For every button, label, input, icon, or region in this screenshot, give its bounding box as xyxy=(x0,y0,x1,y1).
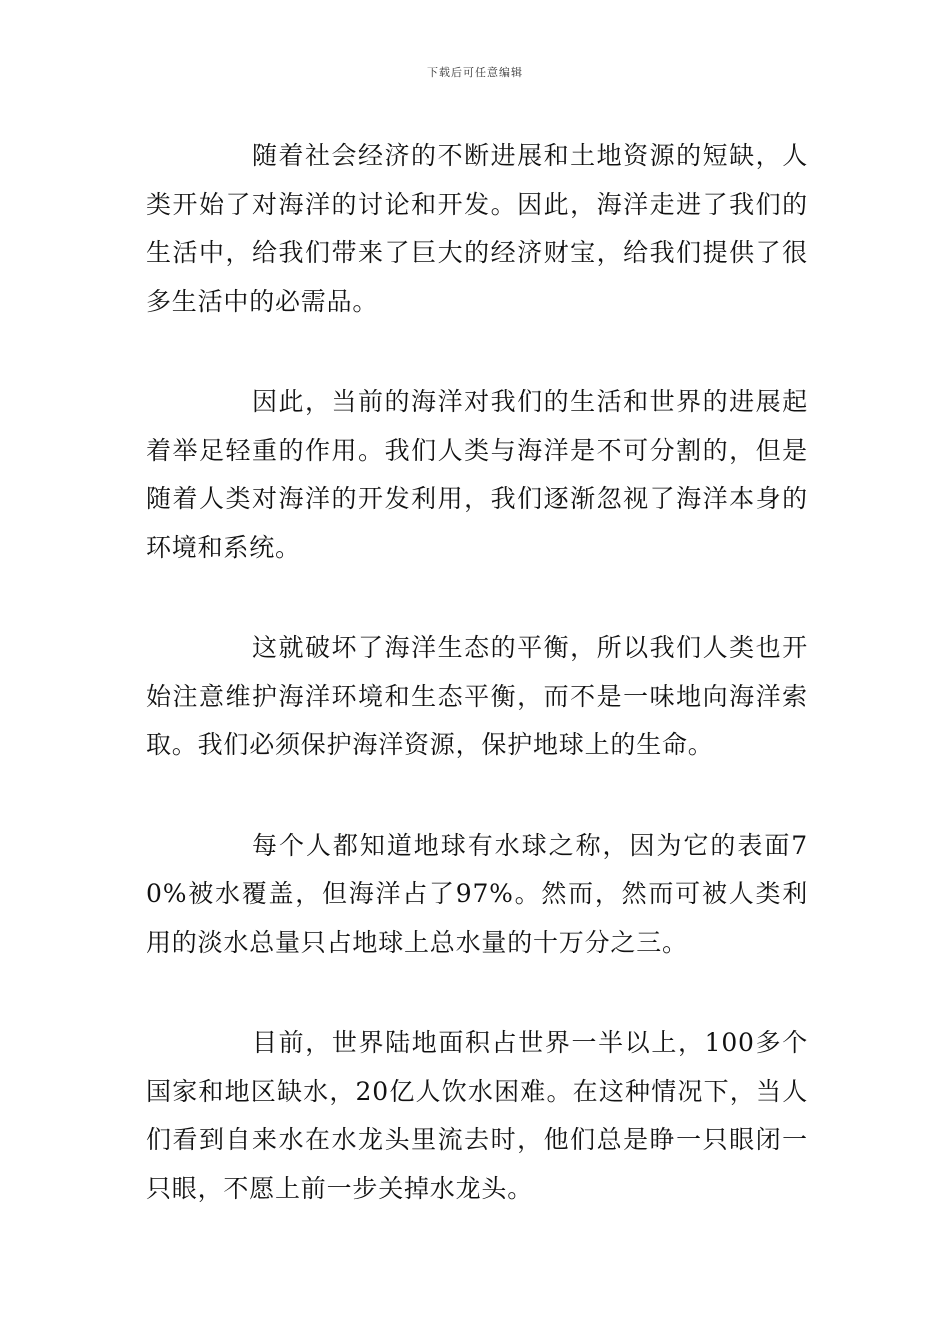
document-body xyxy=(146,132,808,1213)
paragraph-3: 这就破坏了海洋生态的平衡，所以我们人类也开始注意维护海洋环境和生态平衡，而不是一味地向海洋索取。我们必须保护海洋资源，保护地球上的生命。 xyxy=(146,633,808,759)
paragraph-2: 因此，当前的海洋对我们的生活和世界的进展起着举足轻重的作用。我们人类与海洋是不可分割的，但是随着人类对海洋的开发利用，我们逐渐忽视了海洋本身的环境和系统。 xyxy=(146,387,808,562)
paragraph-1: 随着社会经济的不断进展和土地资源的短缺，人类开始了对海洋的讨论和开发。因此，海洋走进了我们的生活中，给我们带来了巨大的经济财宝，给我们提供了很多生活中的必需品。 xyxy=(146,141,808,316)
header-note: 下载后可任意编辑 xyxy=(427,66,523,79)
paragraph-4: 每个人都知道地球有水球之称，因为它的表面70%被水覆盖，但海洋占了97%。然而，然而可被人类利用的淡水总量只占地球上总水量的十万分之三。 xyxy=(146,830,808,957)
paragraph-5: 目前，世界陆地面积占世界一半以上，100多个国家和地区缺水，20亿人饮水困难。在这种情况下，当人们看到自来水在水龙头里流去时，他们总是睁一只眼闭一只眼，不愿上前一步关掉水龙头。 xyxy=(146,1028,808,1203)
